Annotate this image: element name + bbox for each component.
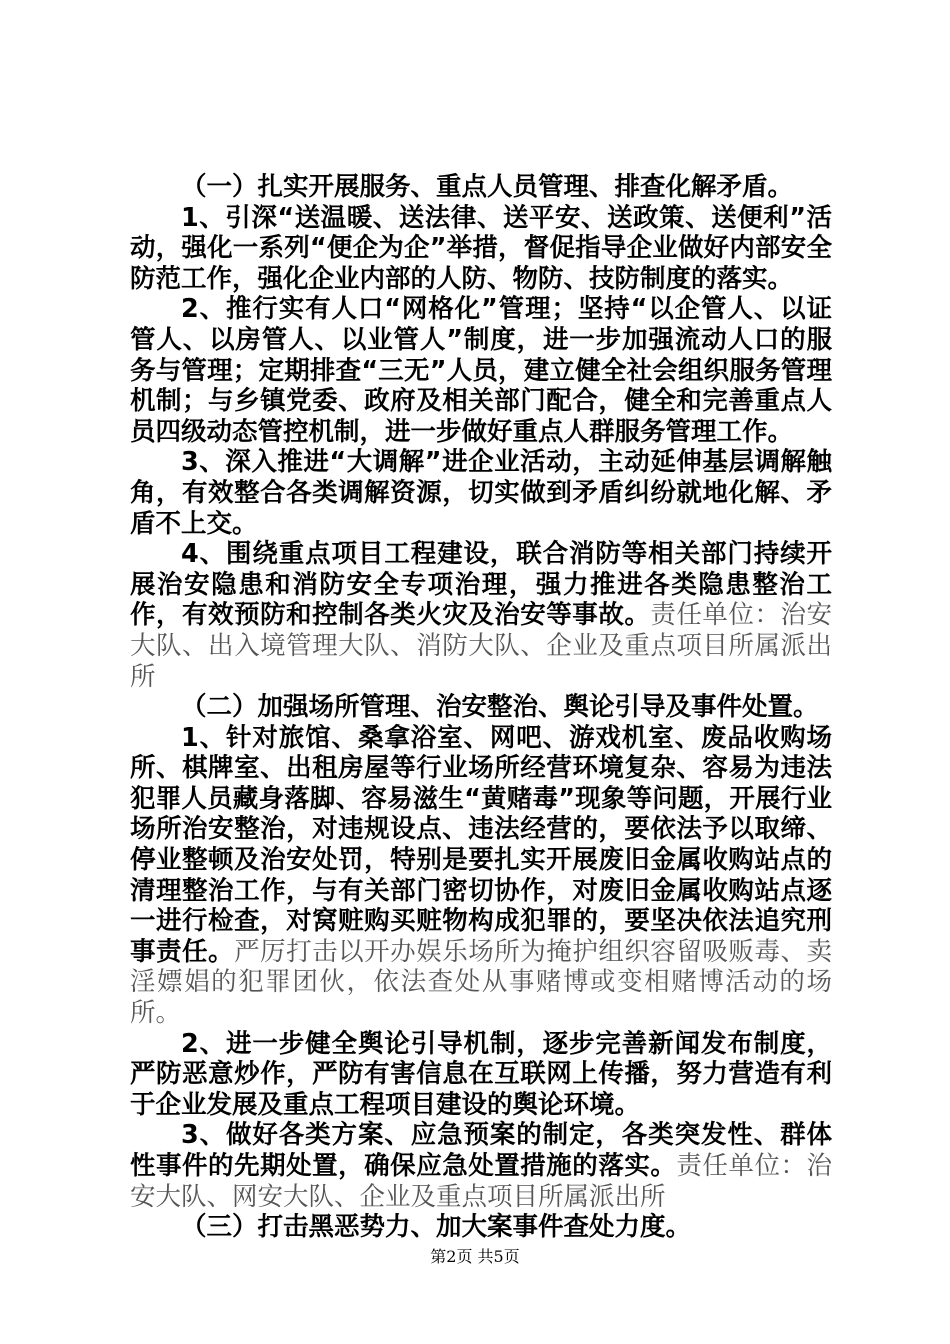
paragraph-1-1: 1、引深“送温暖、送法律、送平安、送政策、送便利”活动，强化一系列“便企为企”举措，督促指导企业做好内部安全防范工作，强化企业内部的人防、物防、技防制度的落实。 [130,202,832,294]
document-body [130,172,832,1243]
section-heading-2: （二）加强场所管理、治安整治、舆论引导及事件处置。 [181,692,819,723]
paragraph-2-3: 3、做好各类方案、应急预案的制定，各类突发性、群体性事件的先期处置，确保应急处置措施的落实。责任单位：治安大队、网安大队、企业及重点项目所属派出所 [130,1120,832,1212]
responsible-units-note: 责任单位：治安大队、网安大队、企业及重点项目所属派出所 [130,1151,832,1212]
crackdown-note: 严厉打击以开办娱乐场所为掩护组织容留吸贩毒、卖淫嫖娼的犯罪团伙，依法查处从事赌博或变相赌博活动的场所。 [130,936,832,1029]
page-footer: 第2页 共5页 [430,1247,520,1266]
paragraph-1-2: 2、推行实有人口“网格化”管理；坚持“以企管人、以证管人、以房管人、以业管人”制度，进一步加强流动人口的服务与管理；定期排查“三无”人员，建立健全社会组织服务管理机制；与乡镇党委、政府及相关部门配合，健全和完善重点人员四级动态管控机制，进一步做好重点人群服务管理工作。 [130,294,832,447]
section-heading-1: （一）扎实开展服务、重点人员管理、排查化解矛盾。 [181,172,794,202]
paragraph-2-2: 2、进一步健全舆论引导机制，逐步完善新闻发布制度，严防恶意炒作，严防有害信息在互联网上传播，努力营造有利于企业发展及重点工程项目建设的舆论环境。 [130,1028,832,1120]
section-heading-3: （三）打击黑恶势力、加大案事件查处力度。 [181,1212,692,1243]
paragraph-1-3: 3、深入推进“大调解”进企业活动，主动延伸基层调解触角，有效整合各类调解资源，切实做到矛盾纠纷就地化解、矛盾不上交。 [130,447,832,539]
responsible-units-note: 责任单位：治安大队、出入境管理大队、消防大队、企业及重点项目所属派出所 [130,600,832,692]
paragraph-2-1: 1、针对旅馆、桑拿浴室、网吧、游戏机室、废品收购场所、棋牌室、出租房屋等行业场所经营环境复杂、容易为违法犯罪人员藏身落脚、容易滋生“黄赌毒”现象等问题，开展行业场所治安整治，对违规设点、违法经营的，要依法予以取缔、停业整顿及治安处罚，特别是要扎实开展废旧金属收购站点的清理整治工作，与有关部门密切协作，对废旧金属收购站点逐一进行检查，对窝赃购买赃物构成犯罪的，要坚决依法追究刑事责任。严厉打击以开办娱乐场所为掩护组织容留吸贩毒、卖淫嫖娼的犯罪团伙，依法查处从事赌博或变相赌博活动的场所。 [130,722,832,1029]
paragraph-1-4: 4、围绕重点项目工程建设，联合消防等相关部门持续开展治安隐患和消防安全专项治理，强力推进各类隐患整治工作，有效预防和控制各类火灾及治安等事故。责任单位：治安大队、出入境管理大队、消防大队、企业及重点项目所属派出所 [130,539,832,692]
